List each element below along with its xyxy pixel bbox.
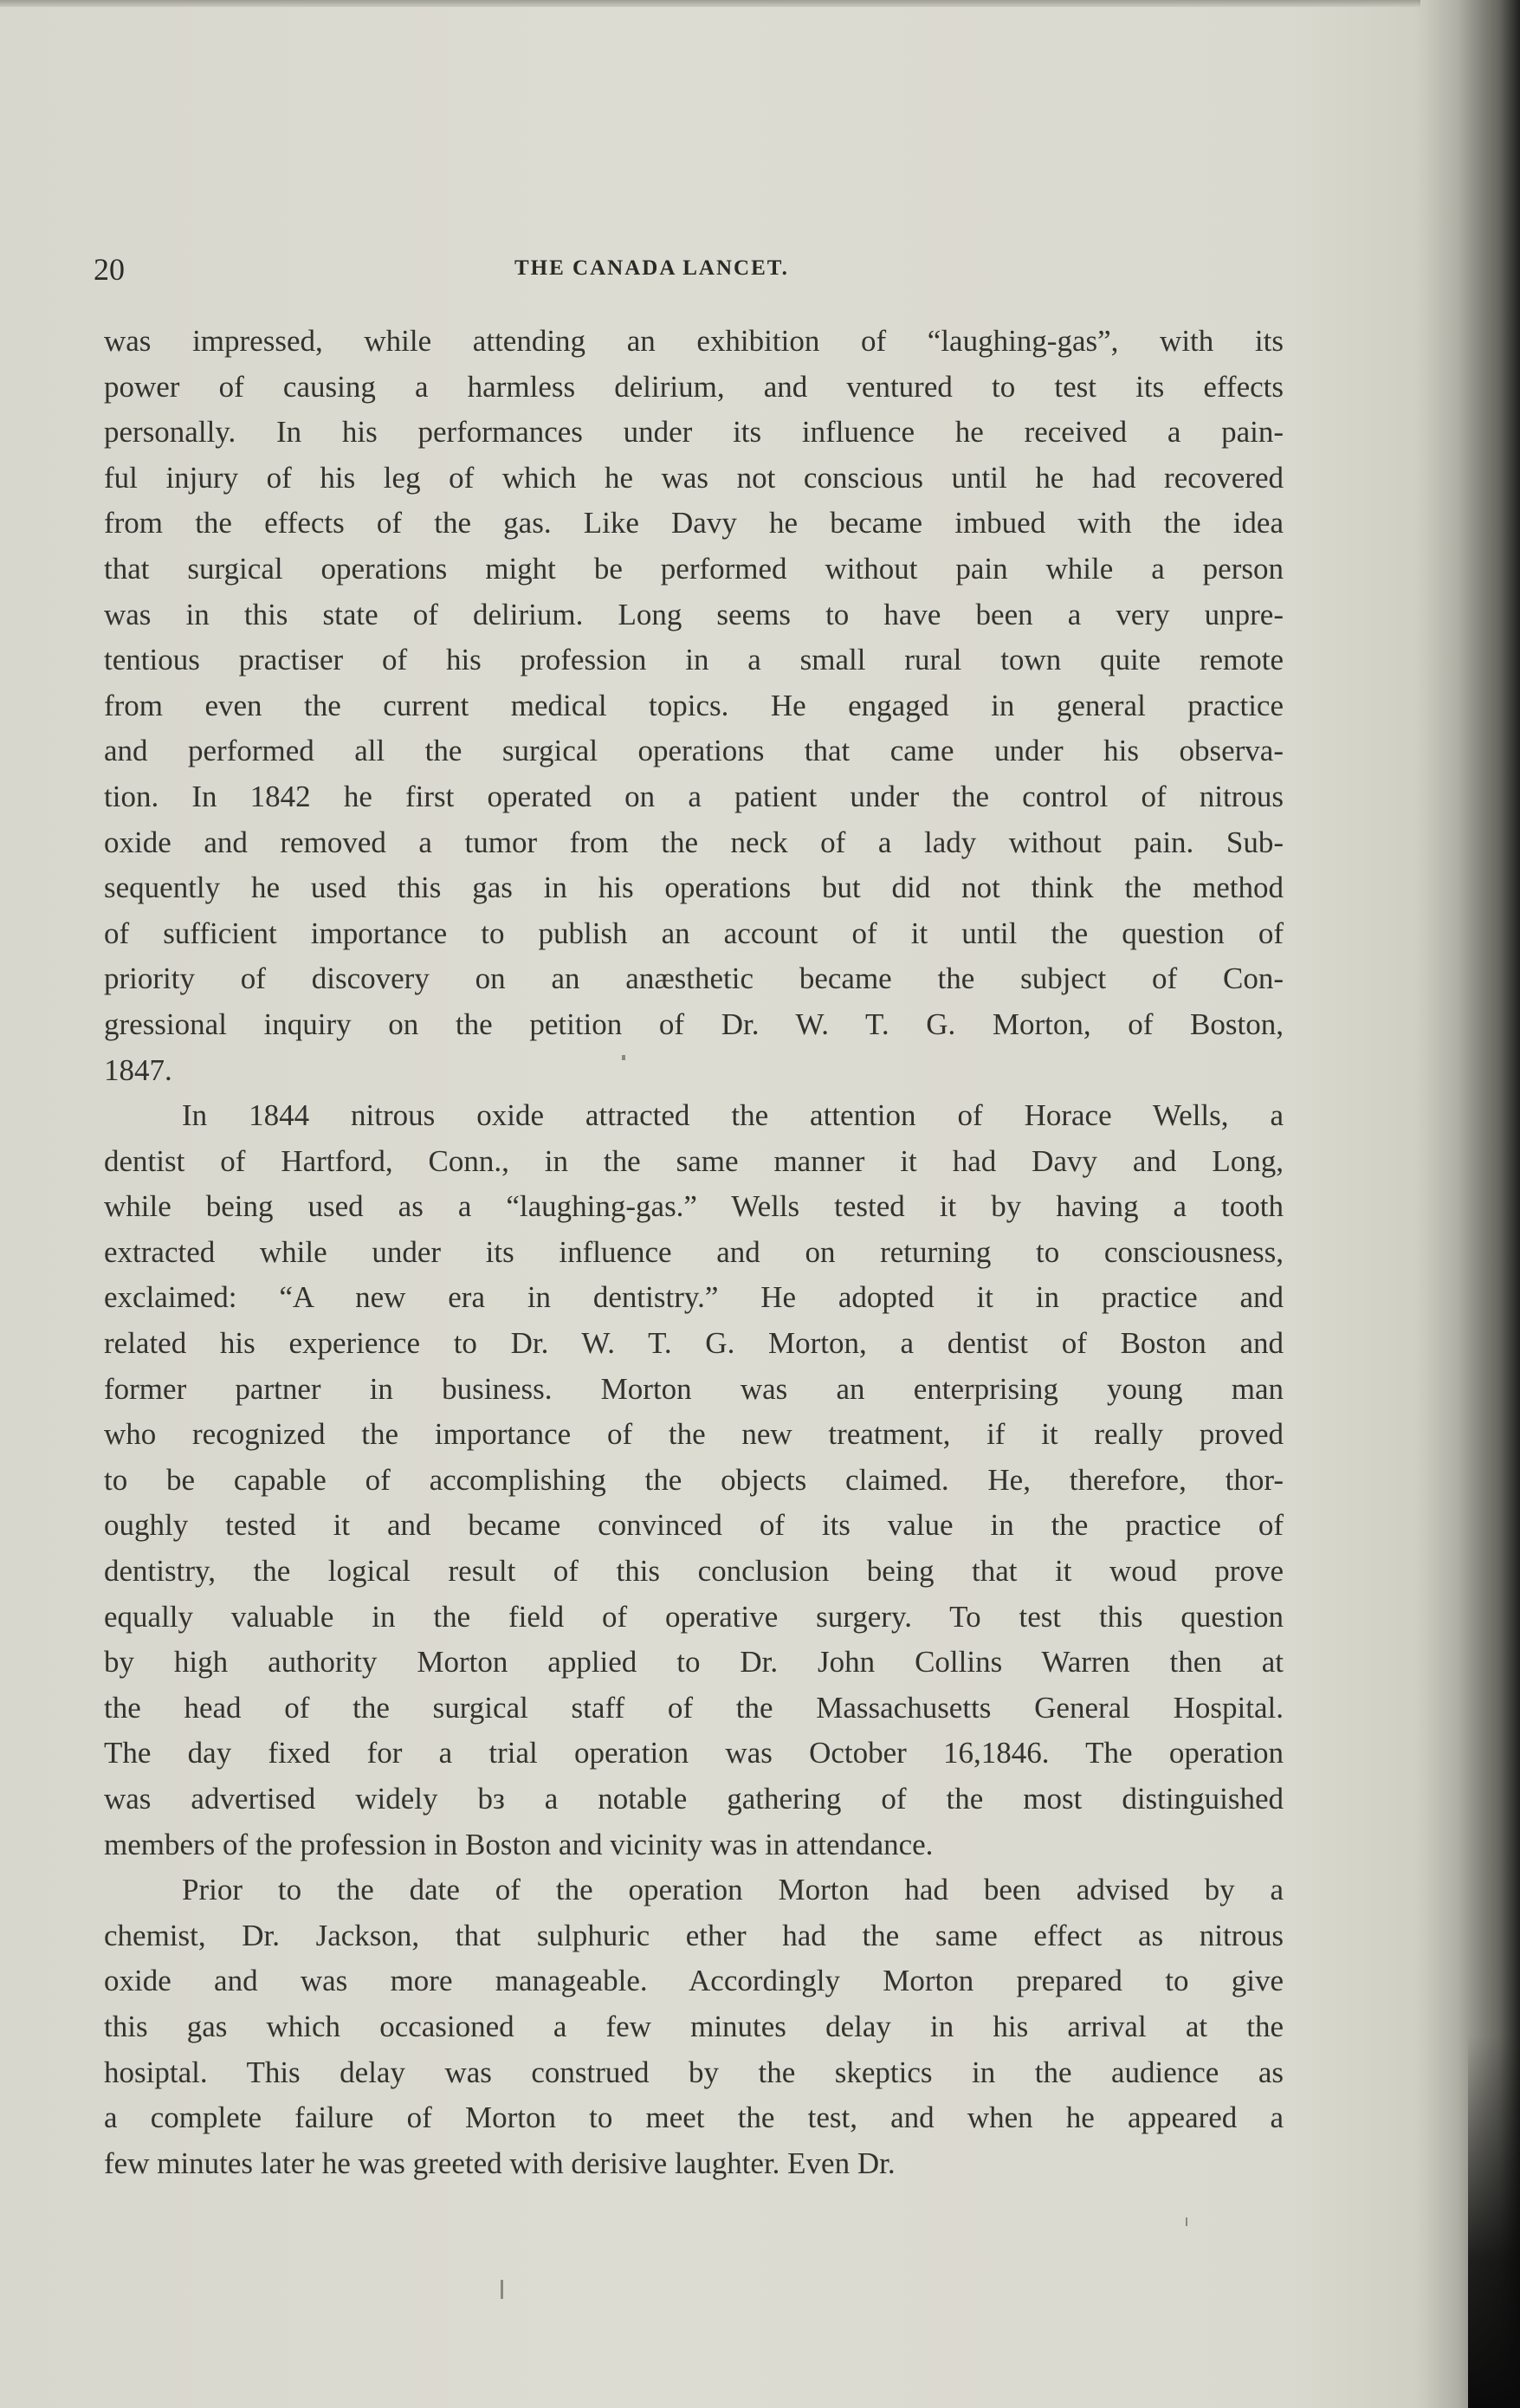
text-line: gressional inquiry on the petition of Dr. W. T. G. Morton, of Boston,: [104, 1007, 1284, 1041]
paragraph: [104, 1867, 1284, 2186]
paper-speck: [1186, 2217, 1187, 2226]
text-line: sequently he used this gas in his operations but did not think the method: [104, 871, 1284, 905]
text-line: of sufficient importance to publish an account of it until the question of: [104, 916, 1284, 950]
text-line: few minutes later he was greeted with derisive laughter. Even Dr.: [104, 2146, 896, 2180]
page-number: 20: [94, 252, 125, 287]
book-spine-dark-corner: [1468, 2036, 1520, 2408]
text-line: related his experience to Dr. W. T. G. Morton, a dentist of Boston and: [104, 1326, 1284, 1361]
text-line: that surgical operations might be performed without pain while a person: [104, 551, 1284, 586]
text-line: chemist, Dr. Jackson, that sulphuric ether had the same effect as nitrous: [104, 1918, 1284, 1952]
text-line: former partner in business. Morton was an enterprising young man: [104, 1371, 1284, 1406]
paper-speck: [622, 1055, 625, 1060]
text-line: personally. In his performances under its influence he received a pain-: [104, 415, 1284, 450]
text-line: while being used as a “laughing-gas.” Wells tested it by having a tooth: [104, 1189, 1284, 1224]
text-line: to be capable of accomplishing the objects claimed. He, therefore, thor-: [104, 1462, 1284, 1497]
text-line: equally valuable in the field of operative surgery. To test this question: [104, 1599, 1284, 1634]
text-line: and performed all the surgical operations that came under his observa-: [104, 734, 1284, 768]
text-line: tion. In 1842 he first operated on a patient under the control of nitrous: [104, 779, 1284, 813]
text-line: the head of the surgical staff of the Massachusetts General Hospital.: [104, 1690, 1284, 1725]
text-line: members of the profession in Boston and vicinity was in attendance.: [104, 1827, 934, 1861]
text-line: hosiptal. This delay was construed by the skeptics in the audience as: [104, 2055, 1284, 2089]
text-line: by high authority Morton applied to Dr. John Collins Warren then at: [104, 1645, 1284, 1680]
text-line: oughly tested it and became convinced of its value in the practice of: [104, 1508, 1284, 1543]
text-line: In 1844 nitrous oxide attracted the attention of Horace Wells, a: [182, 1098, 1284, 1133]
text-line: Prior to the date of the operation Morton had been advised by a: [182, 1873, 1284, 1907]
text-line: who recognized the importance of the new treatment, if it really proved: [104, 1417, 1284, 1452]
text-line: from the effects of the gas. Like Davy he became imbued with the idea: [104, 506, 1284, 541]
text-line: tentious practiser of his profession in a small rural town quite remote: [104, 643, 1284, 677]
text-line: priority of discovery on an anæsthetic became the subject of Con-: [104, 961, 1284, 996]
text-line: from even the current medical topics. He engaged in general practice: [104, 688, 1284, 722]
text-line: ful injury of his leg of which he was not conscious until he had recovered: [104, 460, 1284, 495]
paragraph: [104, 1093, 1284, 1867]
text-line: The day fixed for a trial operation was October 16,1846. The operation: [104, 1736, 1284, 1770]
running-title: THE CANADA LANCET.: [514, 256, 789, 280]
text-line: exclaimed: “A new era in dentistry.” He adopted it in practice and: [104, 1280, 1284, 1315]
text-line: dentist of Hartford, Conn., in the same manner it had Davy and Long,: [104, 1143, 1284, 1178]
text-line: power of causing a harmless delirium, and ventured to test its effects: [104, 369, 1284, 404]
page-top-edge: [0, 0, 1420, 7]
text-line: was advertised widely bз a notable gathering of the most distinguished: [104, 1782, 1284, 1816]
text-line: a complete failure of Morton to meet the test, and when he appeared a: [104, 2101, 1284, 2135]
text-line: dentistry, the logical result of this conclusion being that it woud prove: [104, 1554, 1284, 1589]
text-line: extracted while under its influence and on returning to consciousness,: [104, 1234, 1284, 1269]
text-line: was impressed, while attending an exhibition of “laughing-gas”, with its: [104, 324, 1284, 358]
text-line: was in this state of delirium. Long seems to have been a very unpre-: [104, 597, 1284, 631]
text-line: 1847.: [104, 1052, 172, 1087]
text-line: this gas which occasioned a few minutes delay in his arrival at the: [104, 2009, 1284, 2043]
text-line: oxide and removed a tumor from the neck of a lady without pain. Sub-: [104, 825, 1284, 859]
text-line: oxide and was more manageable. Accordingly Morton prepared to give: [104, 1964, 1284, 1998]
paper-speck: [501, 2280, 503, 2299]
article-body: [104, 319, 1284, 2186]
paragraph: [104, 319, 1284, 1093]
page-header: [94, 251, 1289, 295]
